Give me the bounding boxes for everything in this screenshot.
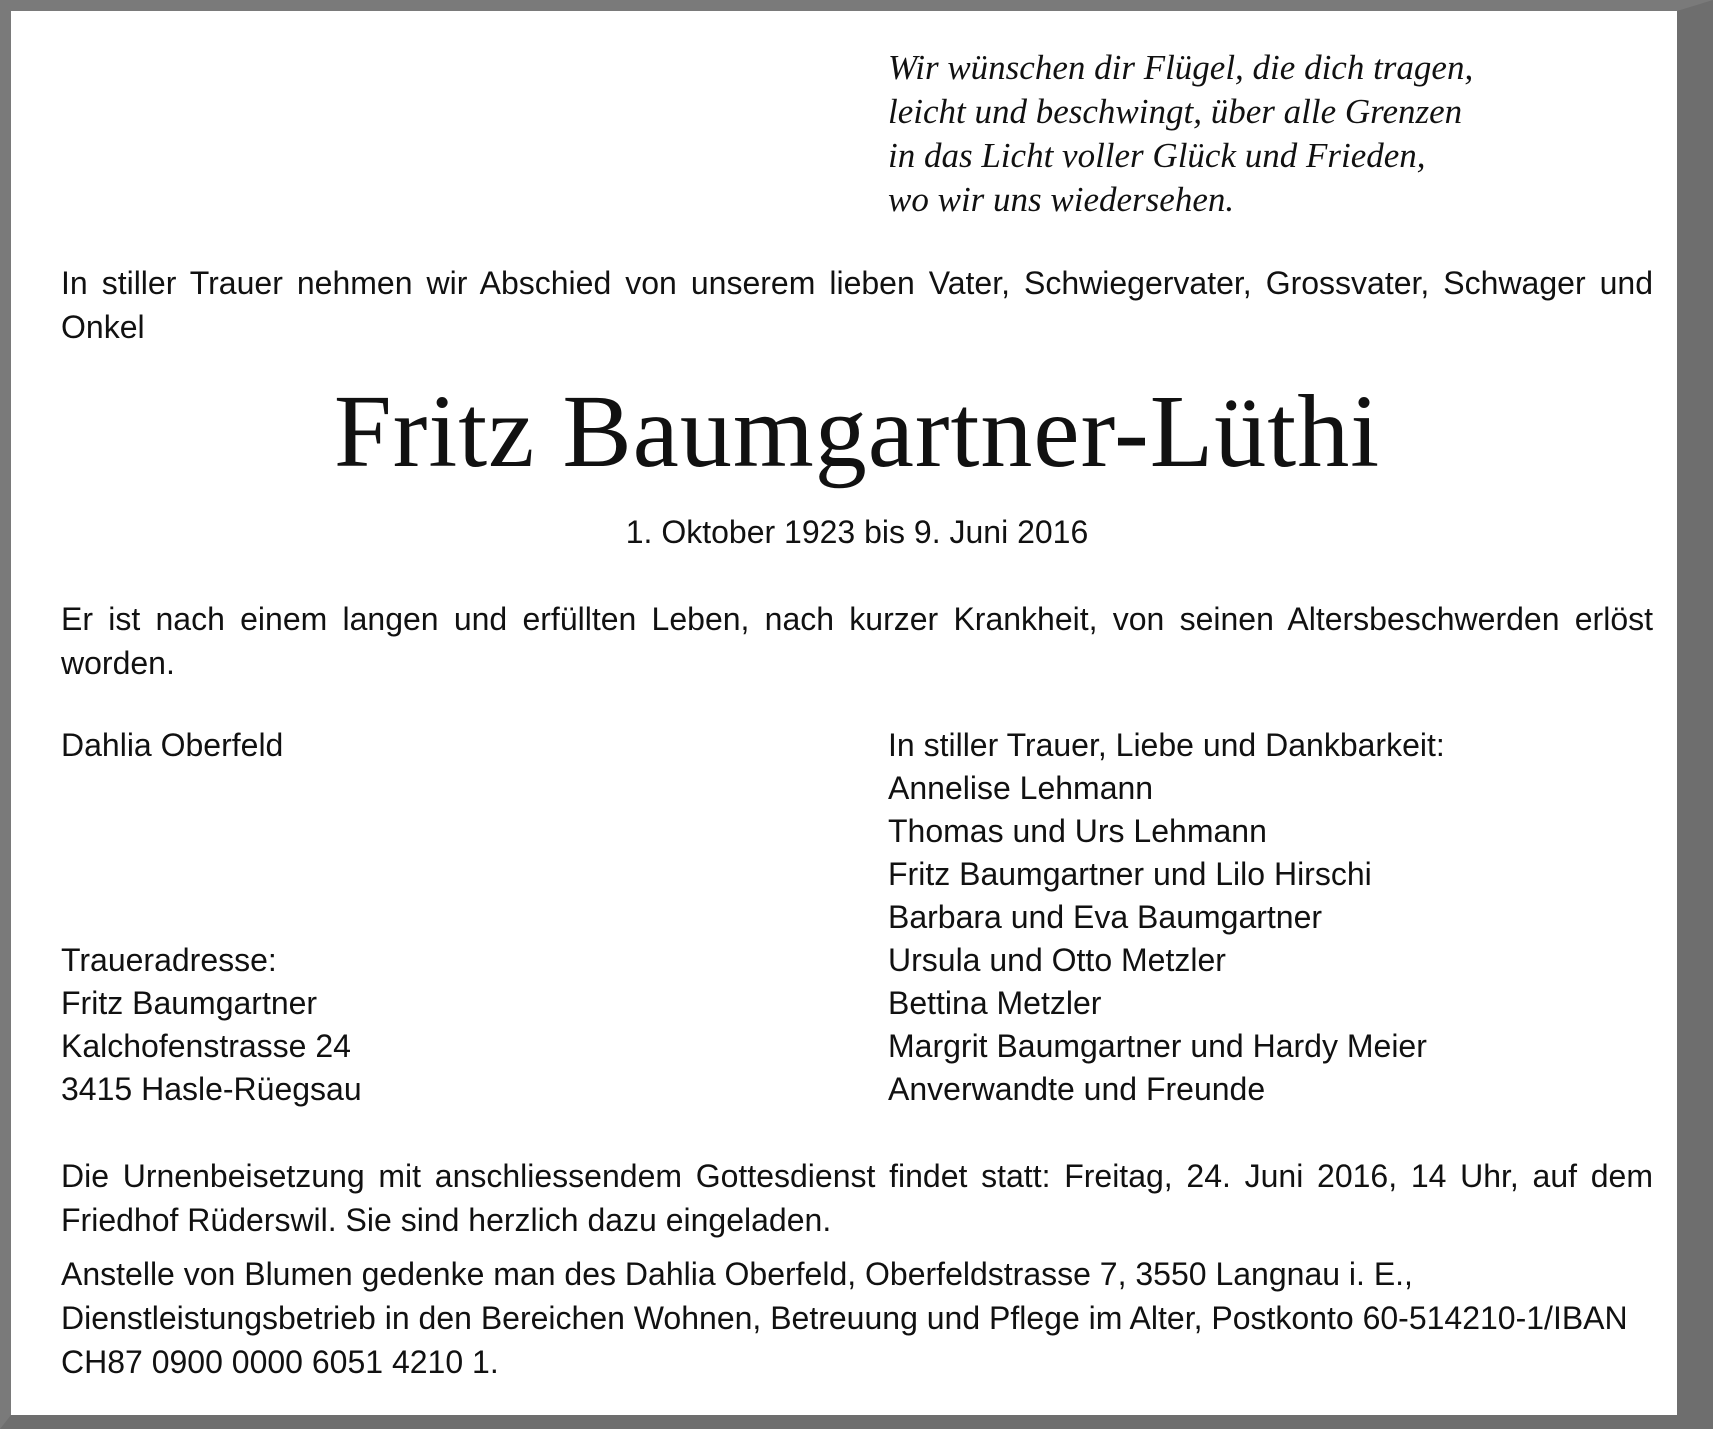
passing-text: Er ist nach einem langen und erfüllten Leben, nach kurzer Krankheit, von seinen Altersbeschwerden erlöst worden. bbox=[61, 601, 1653, 681]
funeral-details: Die Urnenbeisetzung mit anschliessendem Gottesdienst findet statt: Freitag, 24. Juni 2016, 14 Uhr, auf dem Friedhof Rüderswil. Sie sind herzlich dazu eingeladen. bbox=[61, 1158, 1653, 1238]
intro-text: In stiller Trauer nehmen wir Abschied von unserem lieben Vater, Schwiegervater, Grossvater, Schwager und Onkel bbox=[61, 265, 1653, 345]
address-street: Kalchofenstrasse 24 bbox=[61, 1028, 351, 1064]
motto-verse bbox=[888, 46, 1588, 222]
mourner-name: Margrit Baumgartner und Hardy Meier bbox=[888, 1028, 1427, 1064]
address-city: 3415 Hasle-Rüegsau bbox=[61, 1071, 362, 1107]
mourners-heading: In stiller Trauer, Liebe und Dankbarkeit: bbox=[888, 727, 1445, 763]
mourners-list bbox=[888, 724, 1445, 1111]
donation-note: Anstelle von Blumen gedenke man des Dahlia Oberfeld, Oberfeldstrasse 7, 3550 Langnau i. E., Dienstleistungsbetrieb in den Bereichen Wohnen, Betreuung und Pflege im Alter, Postkonto 60-514210-1/IBAN CH87 0900 0000 6051 4210 1. bbox=[61, 1256, 1628, 1380]
deceased-name: Fritz Baumgartner-Lüthi bbox=[333, 374, 1381, 489]
life-dates: 1. Oktober 1923 bis 9. Juni 2016 bbox=[625, 514, 1089, 550]
address-name: Fritz Baumgartner bbox=[61, 985, 318, 1021]
address-label: Traueradresse: bbox=[61, 942, 277, 978]
institution-block bbox=[61, 724, 283, 767]
mourner-name: Fritz Baumgartner und Lilo Hirschi bbox=[888, 856, 1372, 892]
institution-name: Dahlia Oberfeld bbox=[61, 727, 284, 763]
motto-line: in das Licht voller Glück und Frieden, bbox=[888, 136, 1426, 175]
motto-line: Wir wünschen dir Flügel, die dich tragen, bbox=[888, 48, 1474, 87]
mourner-name: Annelise Lehmann bbox=[888, 770, 1154, 806]
mourner-name: Barbara und Eva Baumgartner bbox=[888, 899, 1323, 935]
motto-line: wo wir uns wiedersehen. bbox=[888, 180, 1235, 219]
mourning-address bbox=[61, 939, 362, 1111]
motto-line: leicht und beschwingt, über alle Grenzen bbox=[888, 92, 1463, 131]
mourner-name: Bettina Metzler bbox=[888, 985, 1102, 1021]
mourner-name: Anverwandte und Freunde bbox=[888, 1071, 1266, 1107]
mourner-name: Ursula und Otto Metzler bbox=[888, 942, 1226, 978]
mourner-name: Thomas und Urs Lehmann bbox=[888, 813, 1267, 849]
